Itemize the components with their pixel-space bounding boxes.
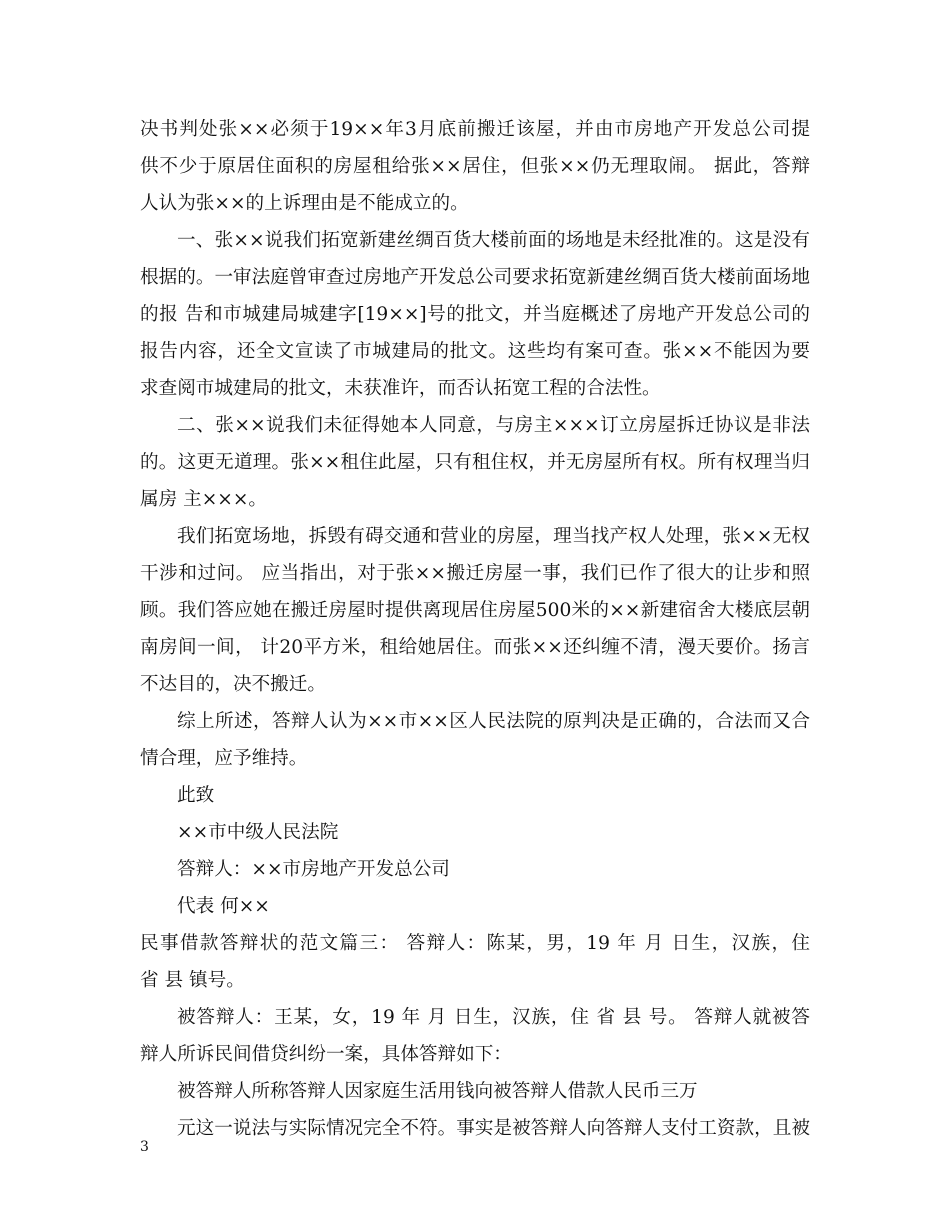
- page-number: 3: [140, 1139, 149, 1155]
- text-line: 干涉和过问。 应当指出，对于张××搬迁房屋一事，我们已作了很大的让步和照: [140, 563, 810, 584]
- text-line: 顾。我们答应她在搬迁房屋时提供离现居住房屋500米的××新建宿舍大楼底层朝: [140, 600, 810, 621]
- text-line: 的报 告和市城建局城建字[19××]号的批文，并当庭概述了房地产开发总公司的: [140, 304, 810, 325]
- text-line: 民事借款答辩状的范文篇三： 答辩人：陈某，男，19 年 月 日生，汉族，住: [140, 933, 810, 954]
- text-line: 代表 何××: [177, 896, 270, 917]
- text-line: 情合理，应予维持。: [140, 748, 308, 769]
- text-line: 我们拓宽场地，拆毁有碍交通和营业的房屋，理当找产权人处理，张××无权: [177, 526, 810, 547]
- text-line: 省 县 镇号。: [140, 970, 245, 991]
- text-line: 南房间一间， 计20平方米，租给她居住。而张××还纠缠不清，漫天要价。扬言: [140, 637, 810, 658]
- text-line: 答辩人：××市房地产开发总公司: [177, 859, 450, 880]
- text-line: ××市中级人民法院: [177, 822, 339, 843]
- text-line: 人认为张××的上诉理由是不能成立的。: [140, 193, 469, 214]
- text-line: 供不少于原居住面积的房屋租给张××居住，但张××仍无理取闹。 据此，答辩: [140, 156, 810, 177]
- text-line: 求查阅市城建局的批文，未获准许，而否认拓宽工程的合法性。: [140, 378, 661, 399]
- text-line: 元这一说法与实际情况完全不符。事实是被答辩人向答辩人支付工资款，且被: [177, 1118, 810, 1139]
- text-line: 属房 主×××。: [140, 489, 268, 510]
- text-line: 被答辩人所称答辩人因家庭生活用钱向被答辩人借款人民币三万: [177, 1081, 698, 1102]
- text-line: 被答辩人：王某，女，19 年 月 日生，汉族，住 省 县 号。 答辩人就被答: [177, 1007, 810, 1028]
- text-line: 辩人所诉民间借贷纠纷一案，具体答辩如下：: [140, 1044, 512, 1065]
- text-line: 根据的。一审法庭曾审查过房地产开发总公司要求拓宽新建丝绸百货大楼前面场地: [140, 267, 810, 288]
- text-line: 决书判处张××必须于19××年3月底前搬迁该屋，并由市房地产开发总公司提: [140, 119, 810, 140]
- text-line: 二、张××说我们未征得她本人同意，与房主×××订立房屋拆迁协议是非法: [177, 415, 810, 436]
- text-line: 的。这更无道理。张××租住此屋，只有租住权，并无房屋所有权。所有权理当归: [140, 452, 810, 473]
- text-line: 报告内容，还全文宣读了市城建局的批文。这些均有案可查。张××不能因为要: [140, 341, 810, 362]
- text-line: 不达目的，决不搬迁。: [140, 674, 326, 695]
- text-line: 此致: [177, 785, 215, 806]
- text-line: 一、张××说我们拓宽新建丝绸百货大楼前面的场地是未经批准的。这是没有: [177, 230, 810, 251]
- text-line: 综上所述，答辩人认为××市××区人民法院的原判决是正确的，合法而又合: [177, 711, 810, 732]
